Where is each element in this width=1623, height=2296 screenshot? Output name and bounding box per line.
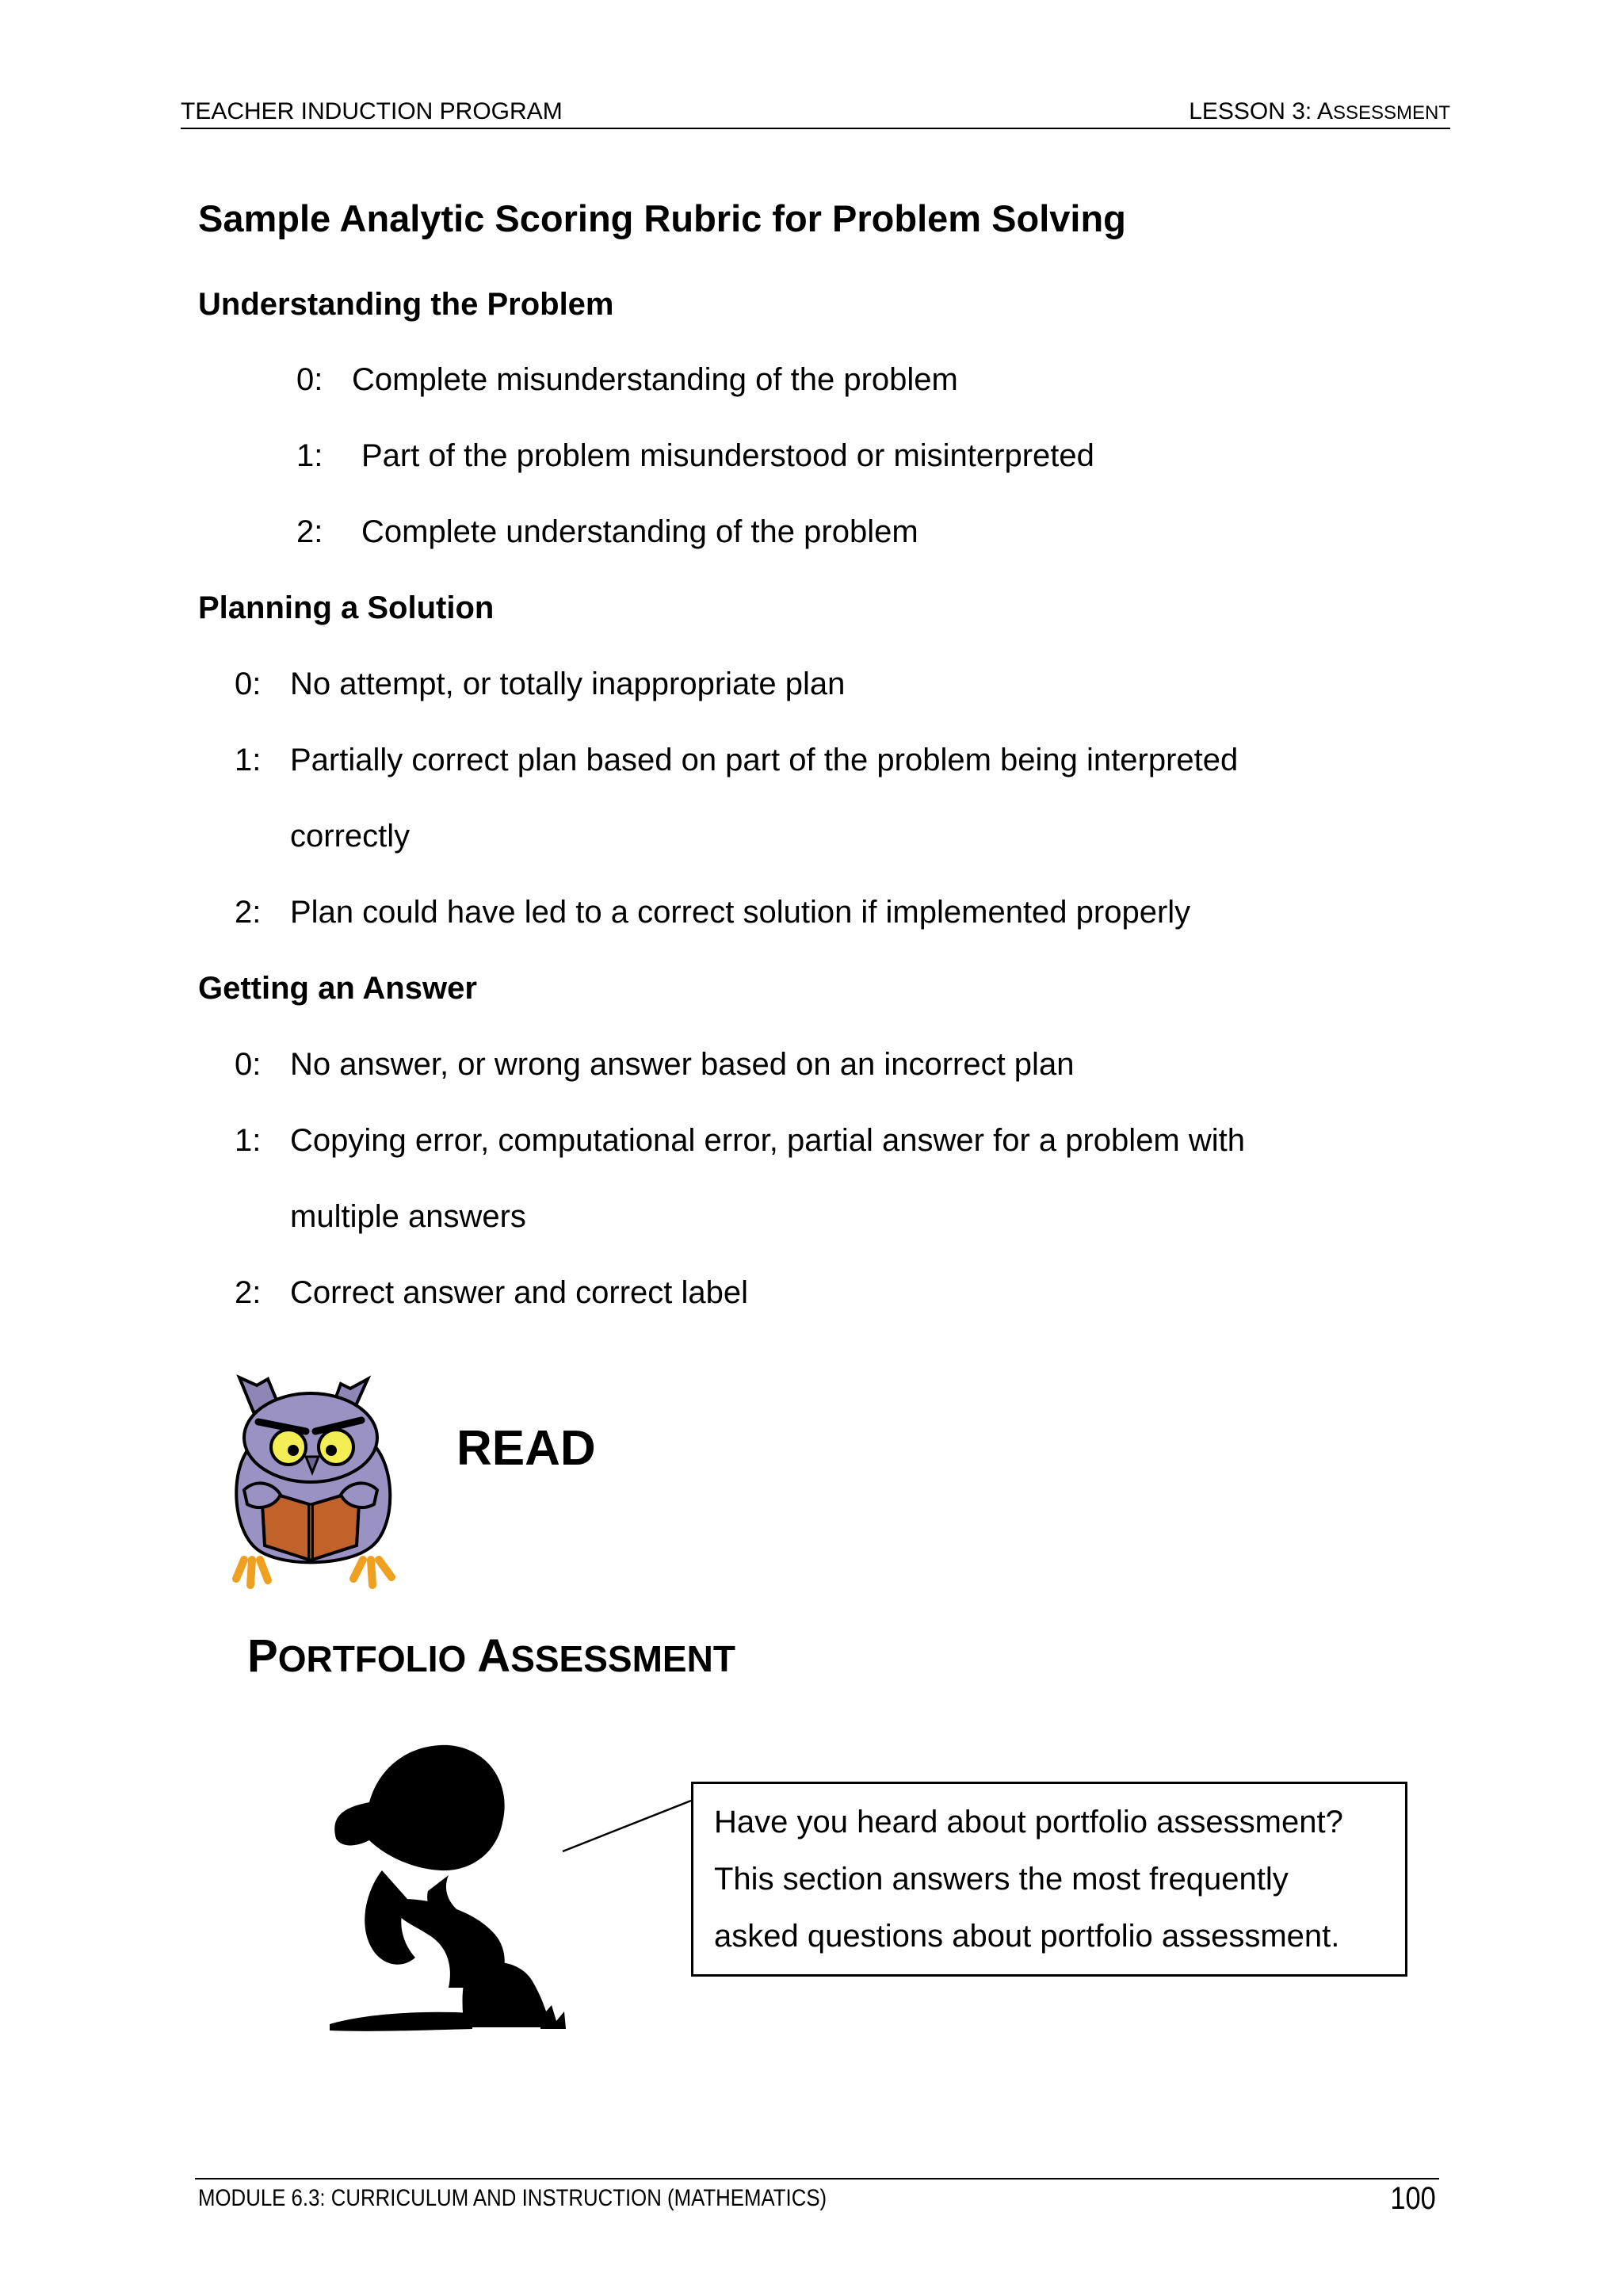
callout-line: This section answers the most frequently xyxy=(714,1862,1289,1897)
section-heading-answer: Getting an Answer xyxy=(198,971,477,1006)
rubric-text: Complete misunderstanding of the problem xyxy=(352,362,958,397)
rubric-item-continuation: correctly xyxy=(290,819,411,854)
rubric-text: Partially correct plan based on part of the problem being interpreted xyxy=(290,743,1239,777)
score-label: 0: xyxy=(235,1047,262,1082)
read-label: READ xyxy=(456,1421,596,1476)
reading-owl-icon xyxy=(212,1371,411,1593)
section-title-portfolio-assessment xyxy=(247,1629,735,1683)
portfolio-initial-a: A xyxy=(477,1630,511,1682)
rubric-item xyxy=(235,1123,1245,1159)
score-label: 2: xyxy=(235,895,262,930)
portfolio-rest: ORTFOLIO xyxy=(277,1638,467,1679)
score-label: 0: xyxy=(296,362,323,397)
rubric-text: Complete understanding of the problem xyxy=(361,514,918,549)
rubric-item xyxy=(235,1047,1074,1083)
thinking-person-silhouette-icon xyxy=(314,1736,583,2037)
rubric-item-continuation: multiple answers xyxy=(290,1199,526,1234)
rubric-text: No attempt, or totally inappropriate plan xyxy=(290,667,846,701)
section-heading-planning: Planning a Solution xyxy=(198,590,495,625)
portfolio-initial-p: P xyxy=(247,1630,278,1682)
score-label: 2: xyxy=(296,514,323,549)
header-lesson-text: LESSON 3: A xyxy=(1189,98,1333,124)
score-label: 1: xyxy=(235,743,262,777)
rubric-item xyxy=(296,362,958,398)
rubric-text: Copying error, computational error, partial answer for a problem with xyxy=(290,1123,1245,1158)
rubric-item xyxy=(235,743,1238,778)
score-label: 1: xyxy=(235,1123,262,1158)
rubric-item xyxy=(235,1275,748,1311)
rubric-text: Part of the problem misunderstood or misinterpreted xyxy=(361,438,1094,473)
header-rule xyxy=(181,128,1450,129)
rubric-item xyxy=(235,895,1190,930)
rubric-text: No answer, or wrong answer based on an incorrect plan xyxy=(290,1047,1075,1082)
callout-line: asked questions about portfolio assessment. xyxy=(714,1919,1340,1954)
portfolio-assessment-rest: SSESSMENT xyxy=(510,1638,735,1679)
score-label: 1: xyxy=(296,438,323,473)
section-heading-understanding: Understanding the Problem xyxy=(198,287,614,322)
page-title: Sample Analytic Scoring Rubric for Problem Solving xyxy=(198,197,1126,239)
footer-rule xyxy=(195,2178,1439,2179)
footer-module-title: MODULE 6.3: CURRICULUM AND INSTRUCTION (MATHEMATICS) xyxy=(198,2185,827,2211)
header-lesson-smallcaps: SSESSMENT xyxy=(1332,102,1450,124)
callout-box xyxy=(691,1782,1407,1977)
rubric-text: Correct answer and correct label xyxy=(290,1275,749,1310)
page-number: 100 xyxy=(1390,2181,1436,2216)
score-label: 2: xyxy=(235,1275,262,1310)
header-program-title: TEACHER INDUCTION PROGRAM xyxy=(181,98,563,124)
rubric-item xyxy=(296,438,1094,474)
rubric-text: Plan could have led to a correct solution if implemented properly xyxy=(290,895,1191,930)
callout-line: Have you heard about portfolio assessment? xyxy=(714,1805,1343,1839)
callout-pointer-line xyxy=(561,1797,693,1855)
header-lesson-title xyxy=(1189,98,1450,125)
rubric-item xyxy=(235,667,845,702)
rubric-item xyxy=(296,514,918,550)
score-label: 0: xyxy=(235,667,262,701)
